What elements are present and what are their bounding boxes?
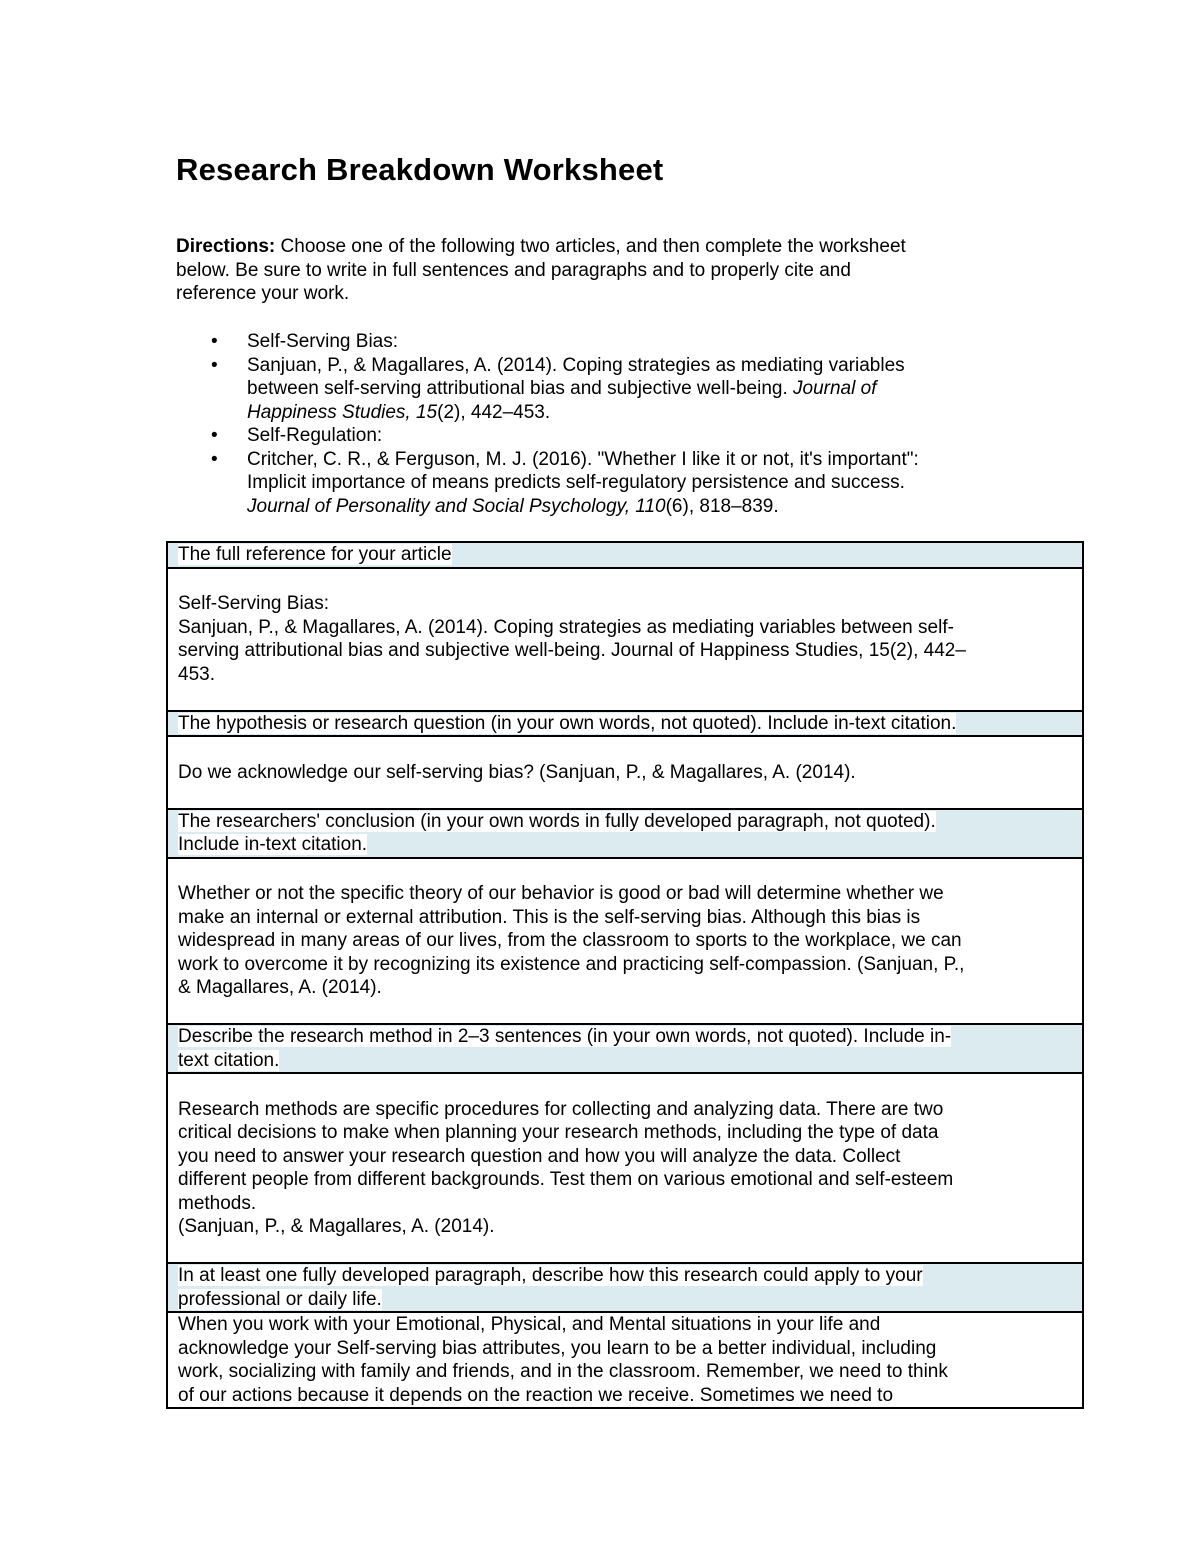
answer-row [168, 857, 1082, 1024]
answer-row [168, 1072, 1082, 1262]
question-header-row [168, 543, 1082, 567]
answer-text: & Magallares, A. (2014). [178, 977, 382, 998]
answer-text: different people from different backgrounds. Test them on various emotional and self-esteem [178, 1169, 954, 1190]
blank-line [178, 686, 1072, 710]
answer-text: make an internal or external attribution. This is the self-serving bias. Although this bias is [178, 906, 921, 928]
answer-text: work to overcome it by recognizing its existence and practicing self-compassion. (Sanjuan, P., [178, 953, 965, 975]
journal-name: Happiness Studies, 15 [247, 401, 438, 423]
directions-line-3: reference your work. [176, 283, 350, 304]
question-text: Include in-text citation. [178, 834, 368, 855]
answer-row [168, 1311, 1082, 1407]
answer-text: serving attributional bias and subjective well-being. Journal of Happiness Studies, 15(2), 442– [178, 640, 966, 661]
question-line [178, 543, 1072, 567]
list-item-text [247, 401, 1056, 425]
directions-text: Choose one of the following two articles, and then complete the worksheet [275, 236, 906, 257]
answer-text: methods. [178, 1192, 257, 1214]
list-item-text: Critcher, C. R., & Ferguson, M. J. (2016). "Whether I like it or not, it's important": [247, 448, 919, 470]
list-item-text: Self-Serving Bias: [247, 331, 399, 352]
question-text: professional or daily life. [178, 1288, 382, 1310]
directions-line-2: below. Be sure to write in full sentences and paragraphs and to properly cite and [176, 259, 851, 281]
bullet-icon: • [211, 331, 218, 352]
bullet-icon: • [211, 425, 218, 446]
list-item-text: Sanjuan, P., & Magallares, A. (2014). Coping strategies as mediating variables [247, 354, 905, 376]
question-text: Describe the research method in 2–3 sentences (in your own words, not quoted). Include in- [178, 1026, 952, 1047]
answer-text: Do we acknowledge our self-serving bias? (Sanjuan, P., & Magallares, A. (2014). [178, 761, 856, 783]
article-list-item [176, 354, 1056, 425]
blank-line [178, 569, 1072, 593]
answer-text: acknowledge your Self-serving bias attributes, you learn to be a better individual, including [178, 1337, 937, 1359]
list-item-text [247, 377, 1056, 401]
list-item-text-part: (6), 818–839. [665, 495, 779, 517]
answer-text: Whether or not the specific theory of our behavior is good or bad will determine whether we [178, 883, 944, 904]
question-line [178, 1025, 1072, 1049]
question-text: In at least one fully developed paragraph, describe how this research could apply to your [178, 1265, 923, 1286]
blank-line [178, 1000, 1072, 1024]
worksheet-table [166, 541, 1084, 1409]
directions-paragraph [176, 235, 1026, 306]
question-text: text citation. [178, 1049, 280, 1071]
article-list-item [176, 448, 1056, 519]
journal-name: Journal of [793, 378, 877, 399]
question-header-row [168, 710, 1082, 736]
question-line [178, 712, 1072, 736]
directions-line-1 [176, 235, 1026, 259]
question-text: The hypothesis or research question (in your own words, not quoted). Include in-text citation. [178, 712, 957, 734]
list-item-text: Implicit importance of means predicts self-regulatory persistence and success. [247, 472, 905, 493]
bullet-icon: • [211, 448, 218, 470]
question-line [178, 810, 1072, 834]
blank-line [178, 784, 1072, 808]
answer-row [168, 567, 1082, 710]
list-item-text [247, 495, 1056, 519]
answer-text: widespread in many areas of our lives, from the classroom to sports to the workplace, we can [178, 930, 962, 951]
blank-line [178, 737, 1072, 761]
list-item-text-part: (2), 442–453. [437, 401, 551, 423]
answer-text: Research methods are specific procedures for collecting and analyzing data. There are two [178, 1098, 944, 1120]
answer-text: 453. [178, 663, 215, 685]
list-item-text-part: between self-serving attributional bias and subjective well-being. [247, 378, 794, 399]
question-line [178, 1288, 1072, 1312]
question-text: The researchers' conclusion (in your own words in fully developed paragraph, not quoted). [178, 810, 936, 832]
blank-line [178, 1239, 1072, 1263]
answer-text: Sanjuan, P., & Magallares, A. (2014). Coping strategies as mediating variables between self- [178, 616, 954, 638]
bullet-icon: • [211, 354, 218, 376]
article-list [176, 330, 1056, 518]
directions-lead: Directions: [176, 236, 276, 257]
answer-text: When you work with your Emotional, Physical, and Mental situations in your life and [178, 1314, 881, 1335]
blank-line [178, 1074, 1072, 1098]
journal-name: Journal of Personality and Social Psychology, 110 [247, 495, 666, 517]
question-line [178, 833, 1072, 857]
answer-text: you need to answer your research question and how you will analyze the data. Collect [178, 1145, 901, 1167]
question-header-row [168, 1023, 1082, 1072]
list-item-text: Self-Regulation: [247, 425, 383, 446]
question-line [178, 1264, 1072, 1288]
question-header-row [168, 1262, 1082, 1311]
answer-text: (Sanjuan, P., & Magallares, A. (2014). [178, 1216, 495, 1237]
answer-row [168, 735, 1082, 808]
article-list-item [176, 330, 1056, 354]
blank-line [178, 859, 1072, 883]
page-title: Research Breakdown Worksheet [176, 152, 664, 187]
answer-text: of our actions because it depends on the reaction we receive. Sometimes we need to [178, 1384, 894, 1406]
question-header-row [168, 808, 1082, 857]
question-line [178, 1049, 1072, 1073]
answer-text: Self-Serving Bias: [178, 593, 330, 614]
article-list-item [176, 424, 1056, 448]
question-text: The full reference for your article [178, 544, 452, 565]
answer-text: work, socializing with family and friends, and in the classroom. Remember, we need to think [178, 1361, 948, 1382]
answer-text: critical decisions to make when planning your research methods, including the type of data [178, 1122, 939, 1143]
